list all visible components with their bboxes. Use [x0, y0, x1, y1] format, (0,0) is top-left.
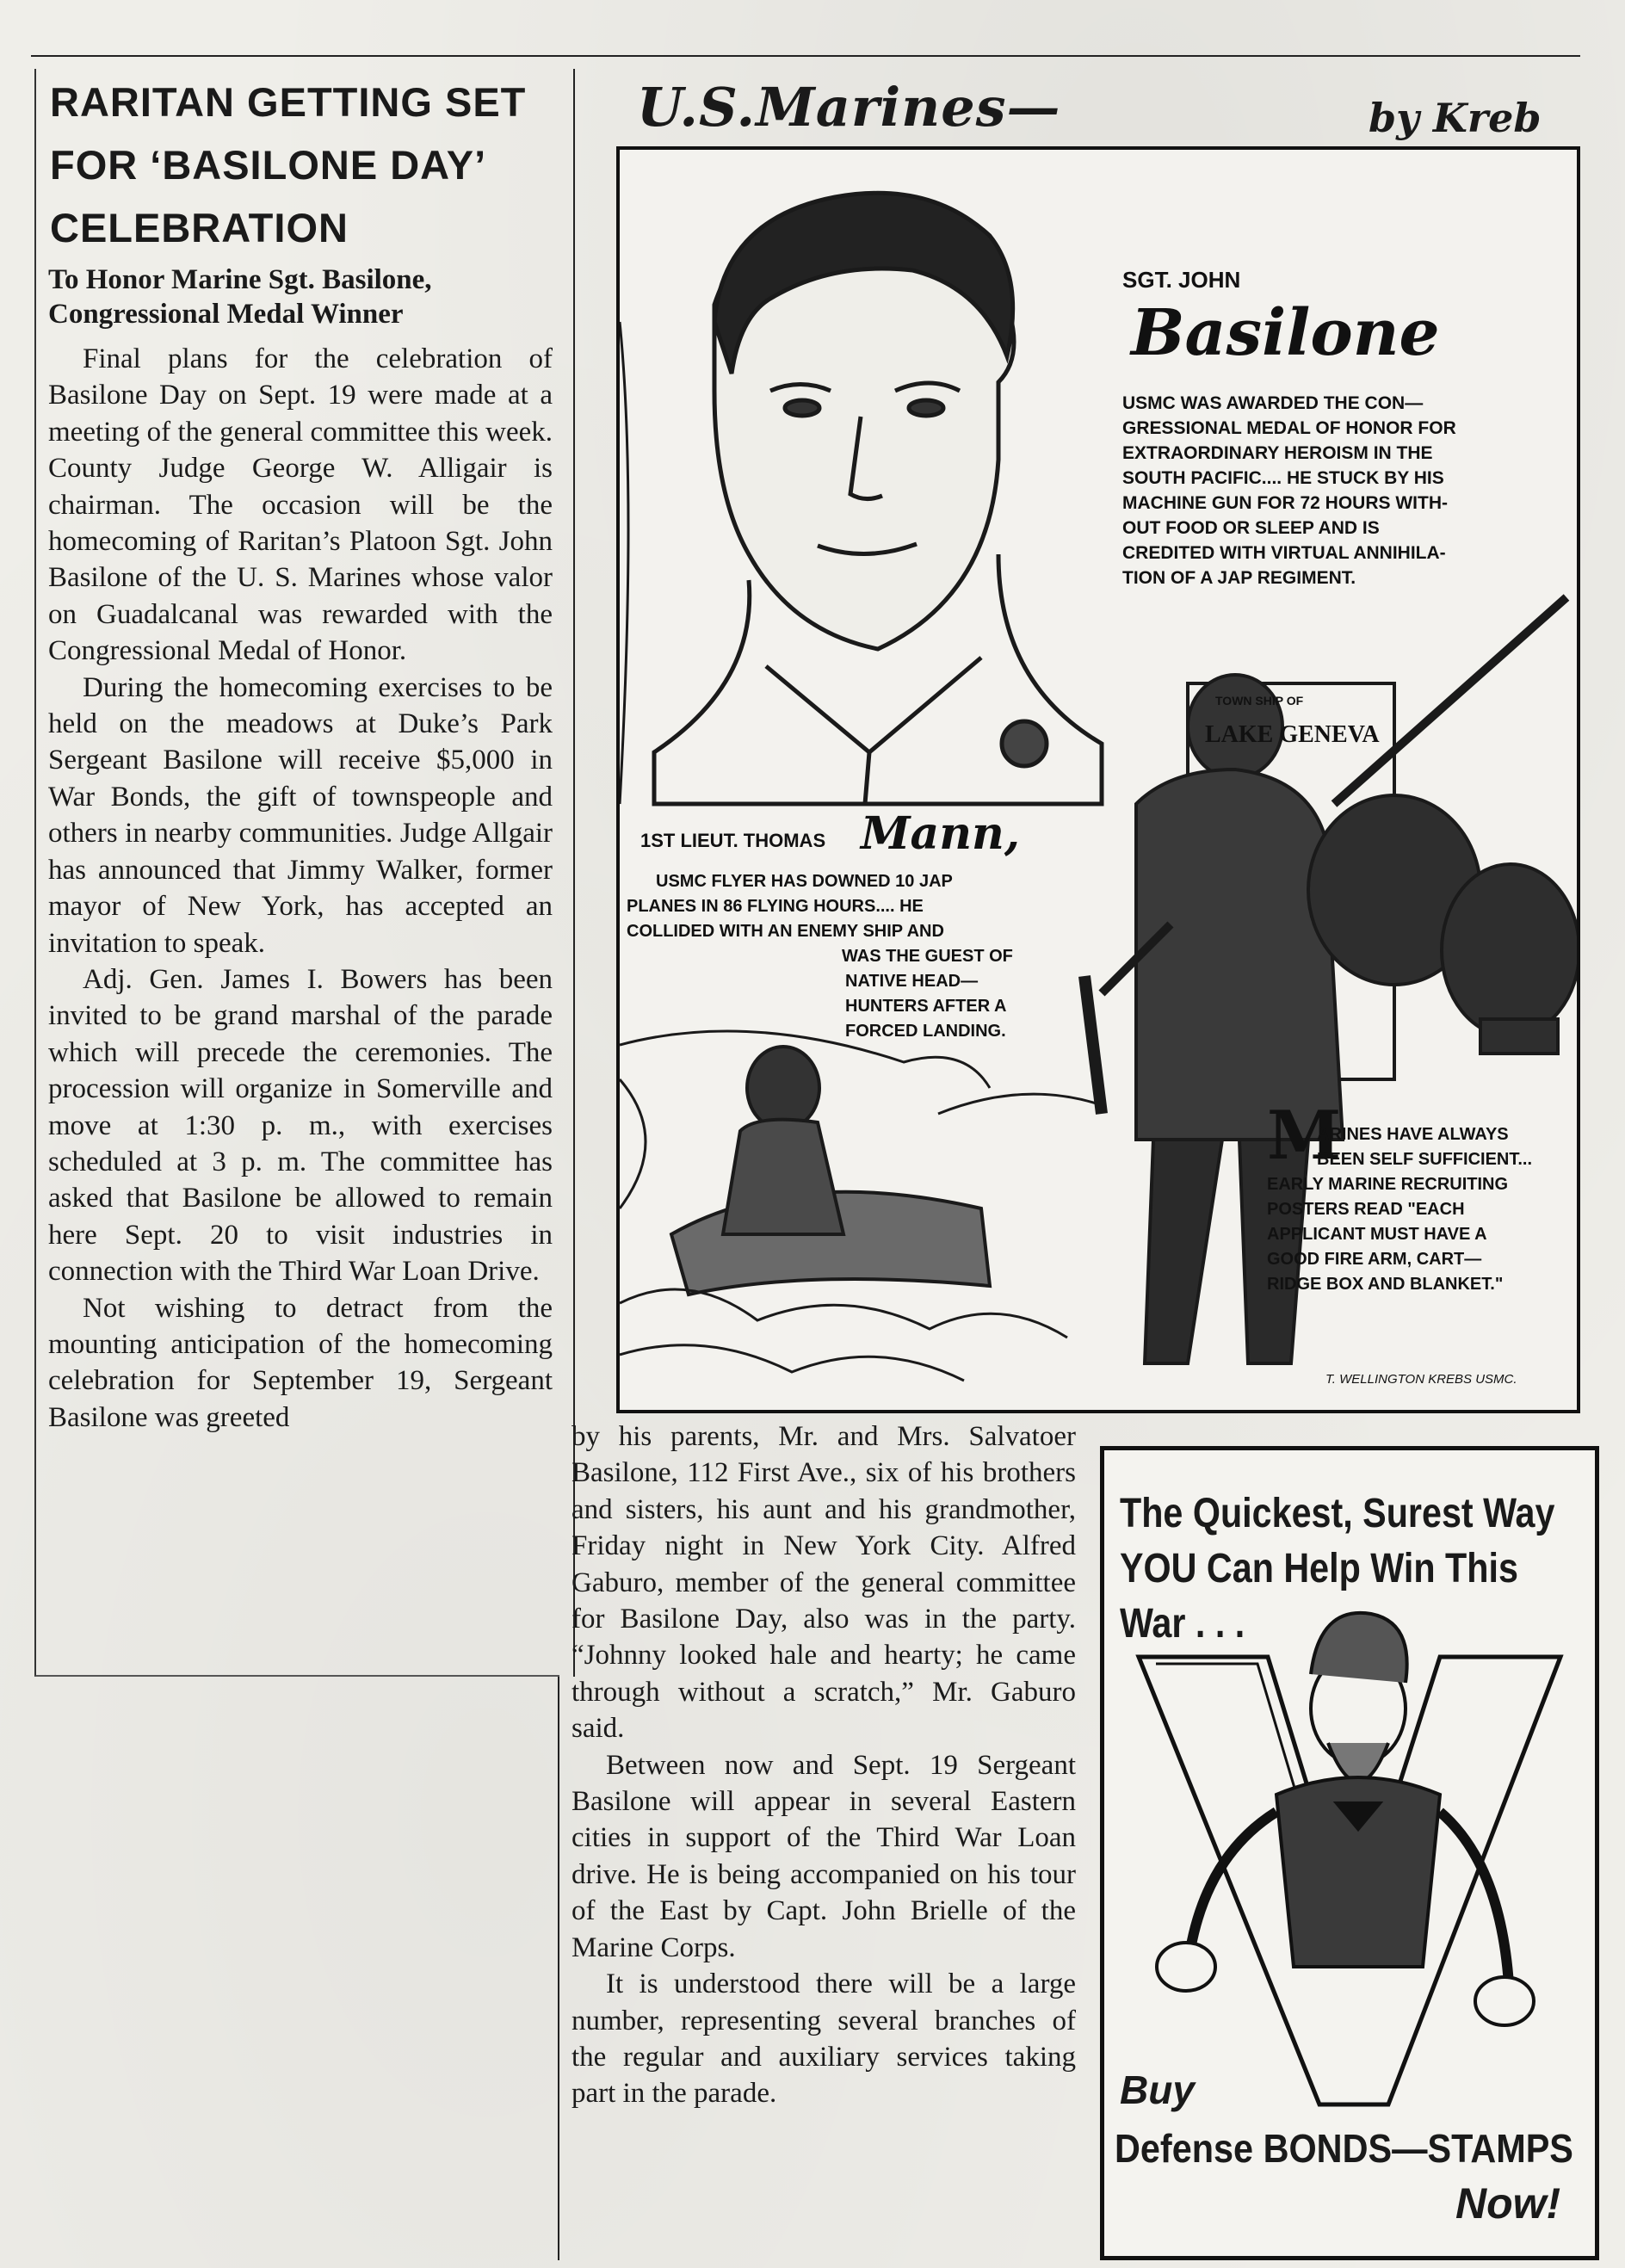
basilone-name: Basilone — [1131, 296, 1440, 370]
article-paragraph: During the homecoming exercises to be held on the meadows at Duke’s Park Sergeant Basilone will receive $5,000 in War Bonds, the gift of townspeople and others in nearby communities. Judge Allgair has announced that Jimmy Walker, former mayor of New York, has accepted an invitation to speak. — [48, 671, 553, 959]
article-paragraph: Adj. Gen. James I. Bowers has been invited to be grand marshal of the parade which will precede the ceremonies. The procession will organize in Somerville and move at 1:30 p. m., with exercises scheduled at 3 p. m. The committee has asked that Basilone be allowed to remain here Sept. 20 to visit industries in connection with the Third War Loan Drive. — [48, 963, 553, 1288]
raft-drawing — [620, 1031, 1102, 1381]
caption-line: CREDITED WITH VIRTUAL ANNIHILA- — [1122, 543, 1446, 563]
caption-line: USMC WAS AWARDED THE CON— — [1122, 393, 1424, 413]
caption-line: BEEN SELF SUFFICIENT... — [1317, 1150, 1533, 1169]
ad-headline-line: YOU Can Help Win This — [1120, 1546, 1518, 1591]
caption-line: FORCED LANDING. — [845, 1022, 1006, 1041]
strip-credit: by Kreb — [1369, 95, 1542, 141]
caption-line: APPLICANT MUST HAVE A — [1267, 1225, 1487, 1244]
article-paragraph: by his parents, Mr. and Mrs. Salvatoer Basilone, 112 First Ave., six of his brothers and sisters, his aunt and his grandmother, Friday night in New York City. Alfred Gaburo, member of the general committee for Basilone Day, also was in the party. “Johnny looked hale and hearty; he came through without a scratch,” Mr. Gaburo said. — [572, 1421, 1076, 1745]
ad-bonds-stamps: Defense BONDS—STAMPS — [1115, 2126, 1573, 2171]
article-paragraph: Between now and Sept. 19 Sergeant Basilone will appear in several Eastern cities in support of the Third War Loan drive. He is being accompanied on his tour of the East by Capt. John Brielle of the Marine Corps. — [572, 1749, 1076, 1963]
caption-line: RIDGE BOX AND BLANKET." — [1267, 1275, 1504, 1294]
ad-now: Now! — [1455, 2179, 1561, 2228]
caption-line: ARINES HAVE ALWAYS — [1317, 1125, 1509, 1144]
caption-line: POSTERS READ "EACH — [1267, 1200, 1465, 1219]
subhead-line: To Honor Marine Sgt. Basilone, — [48, 264, 432, 295]
strip-title: U.S.Marines— — [637, 76, 1061, 139]
basilone-rank: SGT. JOHN — [1122, 267, 1241, 293]
caption-line: USMC FLYER HAS DOWNED 10 JAP — [656, 872, 953, 891]
article-paragraph: Final plans for the celebration of Basilone Day on Sept. 19 were made at a meeting of the general committee this week. County Judge George W. Alligair is chairman. The occasion will be the homecoming of Raritan’s Platoon Sgt. John Basilone of the U. S. Marines whose valor on Guadalcanal was rewarded with the Congressional Medal of Honor. — [48, 343, 553, 667]
marines-initial: M — [1267, 1097, 1342, 1175]
headline-line: RARITAN GETTING SET — [50, 79, 527, 125]
ad-headline-line: War . . . — [1120, 1601, 1245, 1647]
article-body-column-1 — [48, 341, 553, 1436]
headline-line: CELEBRATION — [50, 205, 349, 250]
article-paragraph: It is understood there will be a large number, representing several branches of the regular and auxiliary services taking part in the parade. — [572, 1968, 1076, 2110]
article-paragraph: Not wishing to detract from the mounting anticipation of the homecoming celebration for September 19, Sergeant Basilone was greeted — [48, 1292, 553, 1433]
article-subhead — [48, 263, 547, 331]
basilone-caption — [1117, 387, 1498, 594]
caption-line: SOUTH PACIFIC.... HE STUCK BY HIS — [1122, 468, 1444, 488]
war-bonds-ad — [1100, 1446, 1599, 2260]
caption-line: EXTRAORDINARY HEROISM IN THE — [1122, 443, 1433, 463]
caption-line: MACHINE GUN FOR 72 HOURS WITH- — [1122, 493, 1448, 513]
caption-line: GOOD FIRE ARM, CART— — [1267, 1250, 1482, 1269]
caption-line: OUT FOOD OR SLEEP AND IS — [1122, 518, 1380, 538]
ad-buy: Buy — [1120, 2067, 1195, 2112]
caption-line: TION OF A JAP REGIMENT. — [1122, 568, 1356, 588]
mann-rank: 1ST LIEUT. THOMAS — [640, 830, 826, 851]
artist-signature: T. WELLINGTON KREBS USMC. — [1325, 1372, 1517, 1387]
mann-name: Mann, — [861, 807, 1020, 860]
portrait-drawing — [620, 193, 1102, 804]
ad-headline-line: The Quickest, Surest Way — [1120, 1491, 1555, 1536]
caption-line: WAS THE GUEST OF — [842, 947, 1013, 966]
headline-line: FOR ‘BASILONE DAY’ — [50, 142, 487, 188]
caption-line: COLLIDED WITH AN ENEMY SHIP AND — [627, 922, 944, 941]
caption-line: NATIVE HEAD— — [845, 972, 979, 991]
caption-line: HUNTERS AFTER A — [845, 997, 1007, 1016]
sign-top-text: TOWN SHIP OF — [1215, 694, 1304, 708]
sign-main-text: LAKE GENEVA — [1205, 721, 1380, 748]
cartoon-panel — [616, 146, 1580, 1413]
caption-line: GRESSIONAL MEDAL OF HONOR FOR — [1122, 418, 1456, 438]
article-body-column-2 — [572, 1418, 1076, 2112]
caption-line: EARLY MARINE RECRUITING — [1267, 1175, 1509, 1194]
mann-caption — [627, 869, 1040, 1044]
marines-caption — [1267, 1122, 1573, 1297]
subhead-line: Congressional Medal Winner — [48, 299, 404, 330]
top-rule — [31, 55, 1580, 57]
column-divider-lower — [558, 1675, 559, 2260]
caption-line: PLANES IN 86 FLYING HOURS.... HE — [627, 897, 924, 916]
article-headline — [50, 71, 549, 259]
